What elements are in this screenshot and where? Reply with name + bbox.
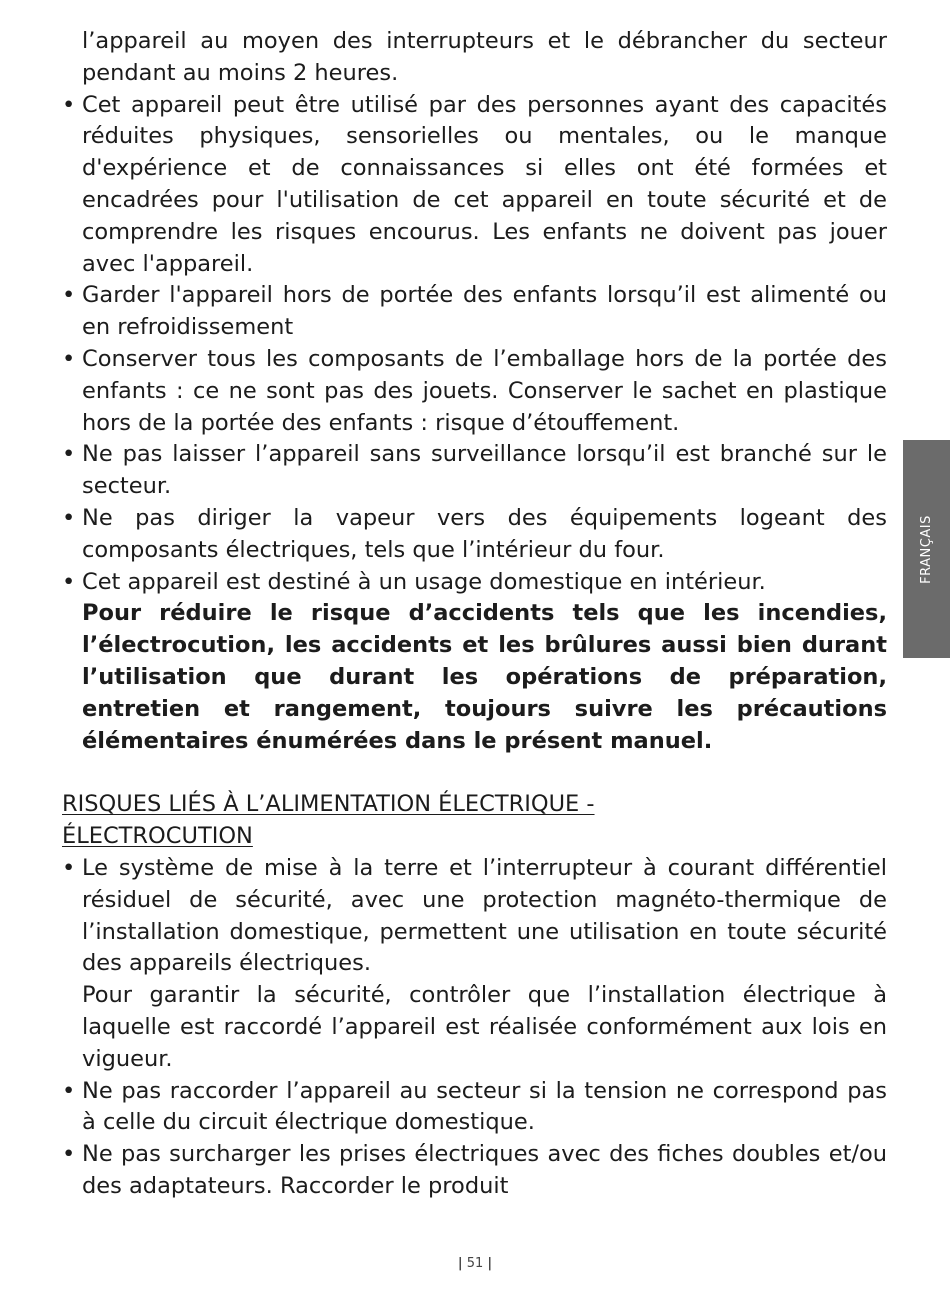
page-number-bar-left: | [457,1256,463,1271]
bullet-text: Le système de mise à la terre et l’interrupteur à courant différentiel résiduel de sécurité, avec une protection magnéto-thermique de l’installation domestique, permettent une utilisation en toute sécurité des appareils électriques. [82,854,887,977]
manual-page-content [62,26,887,1203]
language-tab-label: FRANÇAIS [919,514,935,584]
bullet-text: Cet appareil peut être utilisé par des personnes ayant des capacités réduites physiques, sensorielles ou mentales, ou le manque d'expérience et de connaissances si elles ont été formées et encadrées pour l'utilisation de cet appareil en toute sécurité et de comprendre les risques encourus. Les enfants ne doivent pas jouer avec l'appareil. [82,91,887,277]
safety-warning-paragraph: Pour réduire le risque d’accidents tels que les incendies, l’électrocution, les accidents et les brûlures aussi bien durant l’utilisation que durant les opérations de préparation, entretien et rangement, toujours suivre les précautions élémentaires énumérées dans le présent manuel. [82,600,887,754]
continuation-paragraph: l’appareil au moyen des interrupteurs et le débrancher du secteur pendant au moins 2 heures. [82,28,887,86]
page-number-value: 51 [466,1256,484,1271]
section-title-electrical-risks: RISQUES LIÉS À L’ALIMENTATION ÉLECTRIQUE - ÉLECTROCUTION [62,791,595,850]
bullet-item-voltage [62,1076,887,1140]
bullet-marker: • [62,504,76,531]
language-side-tab [903,440,950,658]
bullet-marker: • [62,345,76,372]
bullet-text: Garder l'appareil hors de portée des enfants lorsqu’il est alimenté ou en refroidissement [82,282,887,341]
bullet-text: Ne pas raccorder l’appareil au secteur si la tension ne correspond pas à celle du circuit électrique domestique. [82,1077,887,1136]
bullet-marker: • [62,1077,76,1104]
bullet-marker: • [62,854,76,881]
bullet-item-packaging [62,344,887,439]
bullet-marker: • [62,441,76,468]
bullet-item-unattended [62,439,887,503]
bullet-marker: • [62,282,76,309]
page-number-bar-right: | [487,1256,493,1271]
bullet-item-domestic-use [62,567,887,599]
page-number [0,1256,950,1271]
bullet-item-keep-away-children [62,280,887,344]
bullet-text: Conserver tous les composants de l’emballage hors de la portée des enfants : ce ne sont pas des jouets. Conserver le sachet en plastique hors de la portée des enfants : risque d’étouffement. [82,345,887,436]
bullet-marker: • [62,91,76,118]
bullet-item-capacities [62,90,887,281]
continuation-paragraph-installation: Pour garantir la sécurité, contrôler que l’installation électrique à laquelle est raccordé l’appareil est réalisée conformément aux lois en vigueur. [82,982,887,1072]
bullet-item-grounding [62,853,887,980]
bullet-marker: • [62,1141,76,1168]
bullet-item-steam-direction [62,503,887,567]
bullet-text: Ne pas surcharger les prises électriques avec des fiches doubles et/ou des adaptateurs. Raccorder le produit [82,1141,887,1199]
bullet-text: Ne pas laisser l’appareil sans surveillance lorsqu’il est branché sur le secteur. [82,441,887,500]
bullet-item-overload [62,1139,887,1203]
bullet-marker: • [62,568,76,595]
bullet-text: Ne pas diriger la vapeur vers des équipements logeant des composants électriques, tels que l’intérieur du four. [82,504,887,563]
bullet-text: Cet appareil est destiné à un usage domestique en intérieur. [82,568,766,595]
